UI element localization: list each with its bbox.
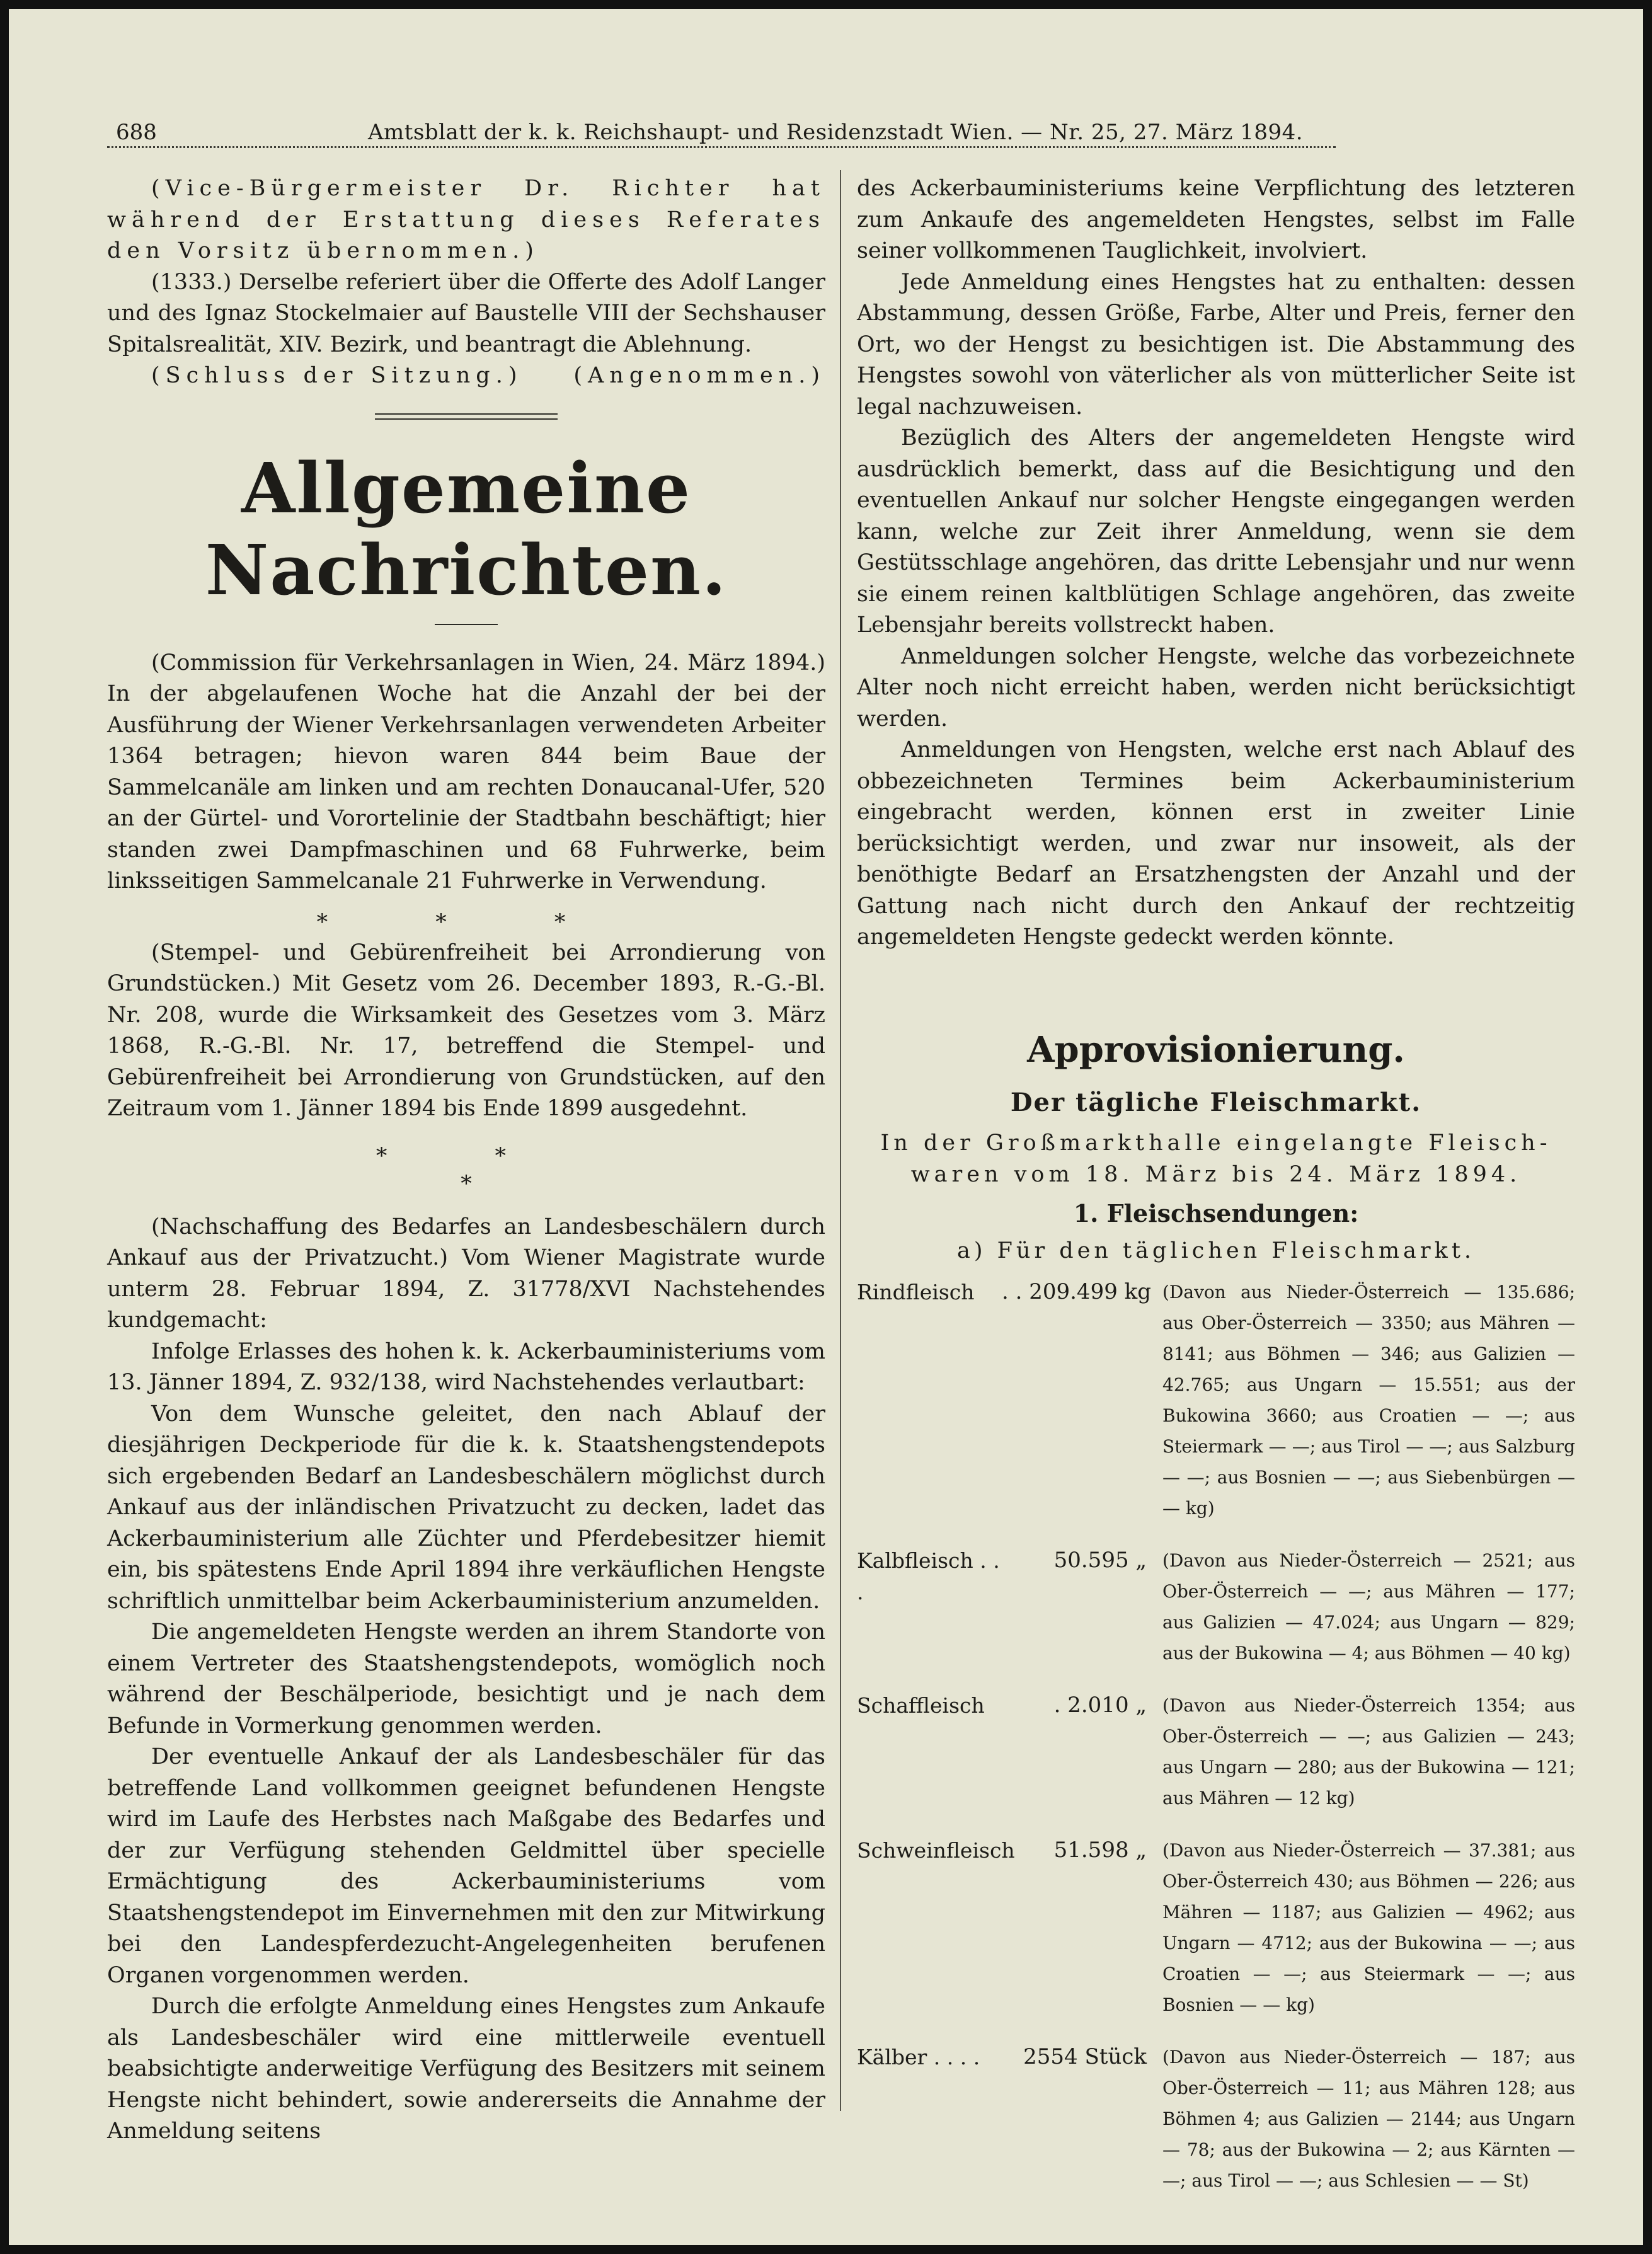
late-registration-paragraph: Anmeldungen von Hengsten, welche erst nach Ablauf des obbezeichneten Termines beim Ackerbauministerium eingebracht werden, können erst in zweiter Linie berücksichtigt werden, und zwar nur insoweit, als der benöthigte Bedarf an Ersatzhengsten der Anzahl und der Gattung nach nicht durch den Ankauf der rechtzeitig angemeldeten Hengste gedeckt werden könnte.	[857, 737, 1575, 950]
news-traffic: (Commission für Verkehrsanlagen in Wien, 24. März 1894.) In der abgelaufenen Woche hat die Anzahl der bei der Ausführung der Wiener Verkehrsanlagen verwendeten Arbeiter 1364 betragen; hievon waren 844 beim Baue der Sammelcanäle am linken und am rechten Donaucanal-Ufer, 520 an der Gürtel- und Vorortelinie der Stadtbahn beschäftigt; hier standen zwei Dampfmaschinen und 68 Fuhrwerke, beim linksseitigen Sammelcanale 21 Fuhrwerke in Verwendung.	[107, 650, 825, 894]
news-stamp-duty: (Stempel- und Gebürenfreiheit bei Arrondierung von Grundstücken.) Mit Gesetz vom 26. December 1893, R.-G.-Bl. Nr. 208, wurde die Wirksamkeit des Gesetzes vom 3. März 1868, R.-G.-Bl. Nr. 17, betreffend die Stempel- und Gebürenfreiheit bei Arrondierung von Grundstücken, auf den Zeitraum vom 1. Jänner 1894 bis Ende 1899 ausgedehnt.	[107, 940, 825, 1121]
chair-note: (Vice-Bürgermeister Dr. Richter hat während der Erstattung dieses Referates den Vorsitz übernommen.)	[107, 176, 825, 263]
meat-name: Schaffleisch	[857, 1693, 985, 1718]
continued-paragraph: des Ackerbauministeriums keine Verpflichtung des letzteren zum Ankaufe des angemeldeten Hengstes, selbst im Falle seiner vollkommenen Tauglichkeit, involviert.	[857, 176, 1575, 263]
meat-row	[857, 1835, 1575, 2020]
meat-name: Rindfleisch	[857, 1280, 975, 1304]
meat-name: Schweinfleisch	[857, 1838, 1015, 1863]
meat-list	[857, 1277, 1575, 2196]
title-rule	[435, 624, 498, 625]
meat-intro-line-1: In der Großmarkthalle eingelangte Fleisch-	[880, 1130, 1552, 1156]
requirements-paragraph: Jede Anmeldung eines Hengstes hat zu enthalten: dessen Abstammung, dessen Größe, Farbe, Alter und Preis, ferner den Ort, wo der Hengst zu besichtigen ist. Die Abstammung des Hengstes sowohl von väterlicher als von mütterlicher Seite ist legal nachzuweisen.	[857, 269, 1575, 420]
section-title-provisioning: Approvisionierung.	[1027, 1028, 1405, 1071]
purchase-paragraph: Von dem Wunsche geleitet, den nach Ablauf der diesjährigen Deckperiode für die k. k. Staatshengstendepots sich ergebenden Bedarf an Landesbeschälern möglichst durch Ankauf aus der inländischen Privatzucht zu decken, ladet das Ackerbauministerium alle Züchter und Pferdebesitzer hiemit ein, bis spätestens Ende April 1894 ihre verkäuflichen Hengste schriftlich unmittelbar beim Ackerbauministerium anzumelden.	[107, 1401, 825, 1614]
decree-paragraph: Infolge Erlasses des hohen k. k. Ackerbauministeriums vom 13. Jänner 1894, Z. 932/138, wird Nachstehendes verlautbart:	[107, 1338, 825, 1395]
header-rule	[107, 146, 1336, 148]
meat-sources: (Davon aus Nieder-Österreich — 37.381; aus Ober-Österreich 430; aus Böhmen — 226; aus Mähren — 1187; aus Galizien — 4962; aus Ungarn — 4712; aus der Bukowina — —; aus Croatien — —; aus Steiermark — —; aus Bosnien — — kg)	[1162, 1840, 1575, 2015]
meat-sources: (Davon aus Nieder-Österreich 1354; aus Ober-Österreich — —; aus Galizien — 243; aus Ungarn — 280; aus der Bukowina — 121; aus Mähren — 12 kg)	[1162, 1695, 1575, 1808]
meat-row	[857, 2042, 1575, 2196]
age-limit-paragraph: Anmeldungen solcher Hengste, welche das vorbezeichnete Alter noch nicht erreicht haben, werden nicht berücksichtigt werden.	[857, 643, 1575, 732]
separator-stars-top: * *	[376, 1143, 557, 1169]
page-number: 688	[116, 120, 157, 145]
meat-amount: 50.595 „	[1053, 1548, 1147, 1573]
meat-amount: 51.598 „	[1053, 1837, 1147, 1863]
right-column	[857, 173, 1575, 2217]
meat-shipments-heading: 1. Fleischsendungen:	[1073, 1199, 1359, 1228]
running-title: Amtsblatt der k. k. Reichshaupt- und Residenzstadt Wien. — Nr. 25, 27. März 1894.	[368, 120, 1304, 145]
column-divider	[840, 170, 841, 2111]
meat-sources: (Davon aus Nieder-Österreich — 187; aus Ober-Österreich — 11; aus Mähren 128; aus Böhmen 4; aus Galizien — 2144; aus Ungarn — 78; aus der Bukowina — 2; aus Kärnten — —; aus Tirol — —; aus Schlesien — — St)	[1162, 2047, 1575, 2191]
daily-market-heading: a) Für den täglichen Fleischmarkt.	[956, 1238, 1476, 1263]
meat-row	[857, 1277, 1575, 1524]
meat-sources: (Davon aus Nieder-Österreich — 2521; aus Ober-Österreich — —; aus Mähren — 177; aus Galizien — 47.024; aus Ungarn — 829; aus der Bukowina — 4; aus Böhmen — 40 kg)	[1162, 1550, 1575, 1664]
left-column	[107, 173, 825, 2148]
meat-amount: . 2.010 „	[1053, 1693, 1147, 1718]
session-close-line	[107, 360, 825, 392]
motion-paragraph: (1333.) Derselbe referiert über die Offerte des Adolf Langer und des Ignaz Stockelmaier auf Baustelle VIII der Sechshauser Spitalsrealität, XIV. Bezirk, und beantragt die Ablehnung.	[107, 269, 825, 357]
section-rule	[375, 413, 558, 420]
meat-amount: 2554 Stück	[1023, 2044, 1147, 2069]
meat-name: Kälber . . . .	[857, 2045, 980, 2069]
meat-market-title: Der tägliche Fleischmarkt.	[1010, 1087, 1422, 1117]
meat-row	[857, 1690, 1575, 1814]
meat-sources: (Davon aus Nieder-Österreich — 135.686; aus Ober-Österreich — 3350; aus Mähren — 8141; aus Böhmen — 346; aus Galizien — 42.765; aus Ungarn — 15.551; aus der Bukowina 3660; aus Croatien — —; aus Steiermark — —; aus Tirol — —; aus Salzburg — —; aus Bosnien — —; aus Siebenbürgen — — kg)	[1162, 1282, 1575, 1519]
registration-paragraph: Durch die erfolgte Anmeldung eines Hengstes zum Ankaufe als Landesbeschäler wird eine mittlerweile eventuell beabsichtigte anderweitige Verfügung des Besitzers mit seinem Hengste nicht behindert, sowie andererseits die Annahme der Anmeldung seitens	[107, 1994, 825, 2144]
acquisition-paragraph: Der eventuelle Ankauf der als Landesbeschäler für das betreffende Land vollkommen geeignet befundenen Hengste wird im Laufe des Herbstes nach Maßgabe des Bedarfes und der zur Verfügung stehenden Geldmittel über specielle Ermächtigung des Ackerbauministeriums vom Staatshengstendepot im Einvernehmen mit den zur Mitwirkung bei den Landespferdezucht-Angelegenheiten berufenen Organen vorgenommen werden.	[107, 1744, 825, 1988]
section-title-news: Allgemeine Nachrichten.	[205, 447, 728, 611]
news-stallions: (Nachschaffung des Bedarfes an Landesbeschälern durch Ankauf aus der Privatzucht.) Vom Wiener Magistrate wurde unterm 28. Februar 1894, Z. 31778/XVI Nachstehendes kundgemacht:	[107, 1214, 825, 1333]
meat-amount: . . 209.499 kg	[1002, 1279, 1152, 1304]
inspection-paragraph: Die angemeldeten Hengste werden an ihrem Standorte von einem Vertreter des Staatshengstendepots, womöglich noch während der Beschälperiode, besichtigt und je nach dem Befunde in Vormerkung genommen werden.	[107, 1619, 825, 1739]
meat-row	[857, 1545, 1575, 1669]
age-paragraph: Bezüglich des Alters der angemeldeten Hengste wird ausdrücklich bemerkt, dass auf die Besichtigung und den eventuellen Ankauf nur solcher Hengste eingegangen werden kann, welche zur Zeit ihrer Anmeldung, wenn sie dem Gestütsschlage angehören, das dritte Lebensjahr und nur wenn sie einem reinen kaltblütigen Schlage angehören, das zweite Lebensjahr bereits vollstreckt haben.	[857, 425, 1575, 638]
session-close: (Schluss der Sitzung.)	[151, 363, 523, 388]
meat-intro-line-2: waren vom 18. März bis 24. März 1894.	[910, 1161, 1522, 1187]
separator-stars-bottom: *	[461, 1171, 472, 1197]
meat-name: Kalbfleisch . . .	[857, 1548, 1000, 1604]
separator-stars: * * *	[316, 909, 616, 935]
accepted-note: (Angenommen.)	[573, 363, 825, 388]
